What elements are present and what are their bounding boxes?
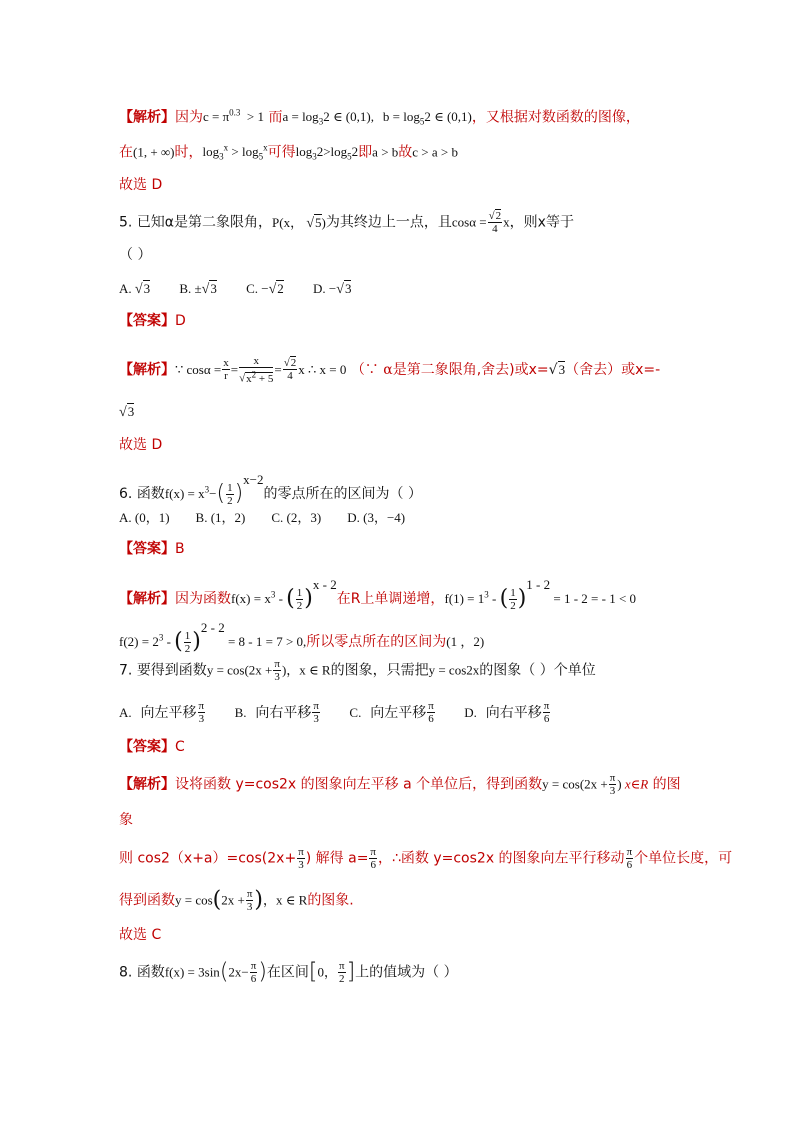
q5-answer: 【答案】D <box>119 313 186 329</box>
q6-stem: 6. 函数$f(x) = x^3-$( $\frac{1}{2}$ )$^{x-2}$的零点所在的区间为（ ） <box>119 472 422 507</box>
q6-analysis-line-2: $f(2) = 2^3$ - ( $\frac{1}{2}$ )$^{2 - 2}$ = 8 - 1 = 7 > 0,所以零点所在的区间为(1 ，2) <box>119 620 485 655</box>
option-b: B. ±√3 <box>179 281 217 297</box>
q5-analysis: 【解析】∵ cosα = $\frac{x}{r}$ = $\frac{x}{√x^2 + 5}$ = $\frac{√2}{4}$ x ∴ x = 0 （∵ α是第二象限角,舍去)或x=√3（舍去）或x=- <box>119 355 661 385</box>
q7-analysis-line-2: 象 <box>119 812 133 828</box>
q6-analysis-line-1: 【解析】因为函数$f(x) = x^3$ - ( $\frac{1}{2}$ )$^{x - 2}$在R上单调递增，$f(1) = 1^3$ - ( $\frac{1}{2}$ )$^{1 - 2}$ = 1 - 2 = - 1 < 0 <box>119 577 637 612</box>
option-a: A. 向左平移 $\frac{\pi}{3}$ <box>119 700 205 725</box>
math-compare: $\log_3^x > \log_5^x$ <box>202 143 268 162</box>
option-a: A. (0，1) <box>119 510 170 525</box>
analysis-tag: 【解析】 <box>119 109 175 126</box>
fraction-sqrt2-over-4: $\frac{√2}{4}$ <box>488 210 502 235</box>
math-c: $c = \pi^{0.3} > 1$ <box>203 108 265 125</box>
q5-stem: 5. 已知α是第二象限角，P(x， √5)为其终边上一点，且cosα = $\frac{√2}{4}$ x，则x等于 <box>119 210 574 235</box>
q5-paren: （ ） <box>119 247 152 263</box>
option-d: D. −√3 <box>313 281 352 297</box>
math-b: $b = \log_52$ ∈ (0,1) <box>382 109 472 127</box>
q5-options <box>119 279 351 300</box>
math-a: $a = \log_32$ ∈ (0,1), <box>282 109 374 127</box>
q7-choice: 故选 C <box>119 927 162 943</box>
option-c: C. −√2 <box>246 281 284 297</box>
option-d: D. (3，−4) <box>347 510 406 525</box>
q7-analysis-line-1: 【解析】设将函数 y=cos2x 的图象向左平移 a 个单位后，得到函数y = cos(2x + $\frac{\pi}{3}$ ) x∈R 的图 <box>119 772 681 797</box>
q4-choice: 故选 D <box>119 177 163 193</box>
q4-analysis-line-1: 【解析】因为$c = \pi^{0.3} > 1$ 而$a = \log_32$ ∈ (0,1), $b = \log_52$ ∈ (0,1)，又根据对数函数的图像， <box>119 108 640 127</box>
option-c: C. 向左平移 $\frac{\pi}{6}$ <box>349 700 434 725</box>
q4-analysis-line-2: 在(1, + ∞)时，$\log_3^x > \log_5^x$可得$\log_32>\log_52$即a > b故c > a > b <box>119 143 458 162</box>
option-d: D. 向右平移 $\frac{\pi}{6}$ <box>464 700 550 725</box>
q7-analysis-line-3: 则 cos2（x+a）=cos(2x+ $\frac{\pi}{3}$ ) 解得 a= $\frac{\pi}{6}$ ，∴函数 y=cos2x 的图象向左平行移动 $\frac{\pi}{6}$ 个单位长度，可 <box>119 846 733 871</box>
q7-analysis-line-4: 得到函数y = cos(2x + $\frac{\pi}{3}$ )，x ∈ R的图象. <box>119 887 354 913</box>
option-c: C. (2，3) <box>271 510 322 525</box>
q6-options <box>119 508 405 528</box>
q7-stem: 7. 要得到函数y = cos(2x + $\frac{\pi}{3}$ )，x ∈ R的图象，只需把y = cos2x的图象（ ）个单位 <box>119 658 596 683</box>
q6-answer: 【答案】B <box>119 541 185 557</box>
option-a: A. √3 <box>119 281 151 297</box>
q7-answer: 【答案】C <box>119 739 185 755</box>
option-b: B. (1，2) <box>195 510 246 525</box>
q7-options <box>119 700 551 725</box>
q5-choice: 故选 D <box>119 437 163 453</box>
q5-analysis-wrap: √3 <box>119 404 135 420</box>
option-b: B. 向右平移 $\frac{\pi}{3}$ <box>234 700 319 725</box>
q8-stem: 8. 函数f(x) = 3sin(2x− $\frac{\pi}{6}$ )在区间[0， $\frac{\pi}{2}$ ]上的值域为（ ） <box>119 959 458 985</box>
